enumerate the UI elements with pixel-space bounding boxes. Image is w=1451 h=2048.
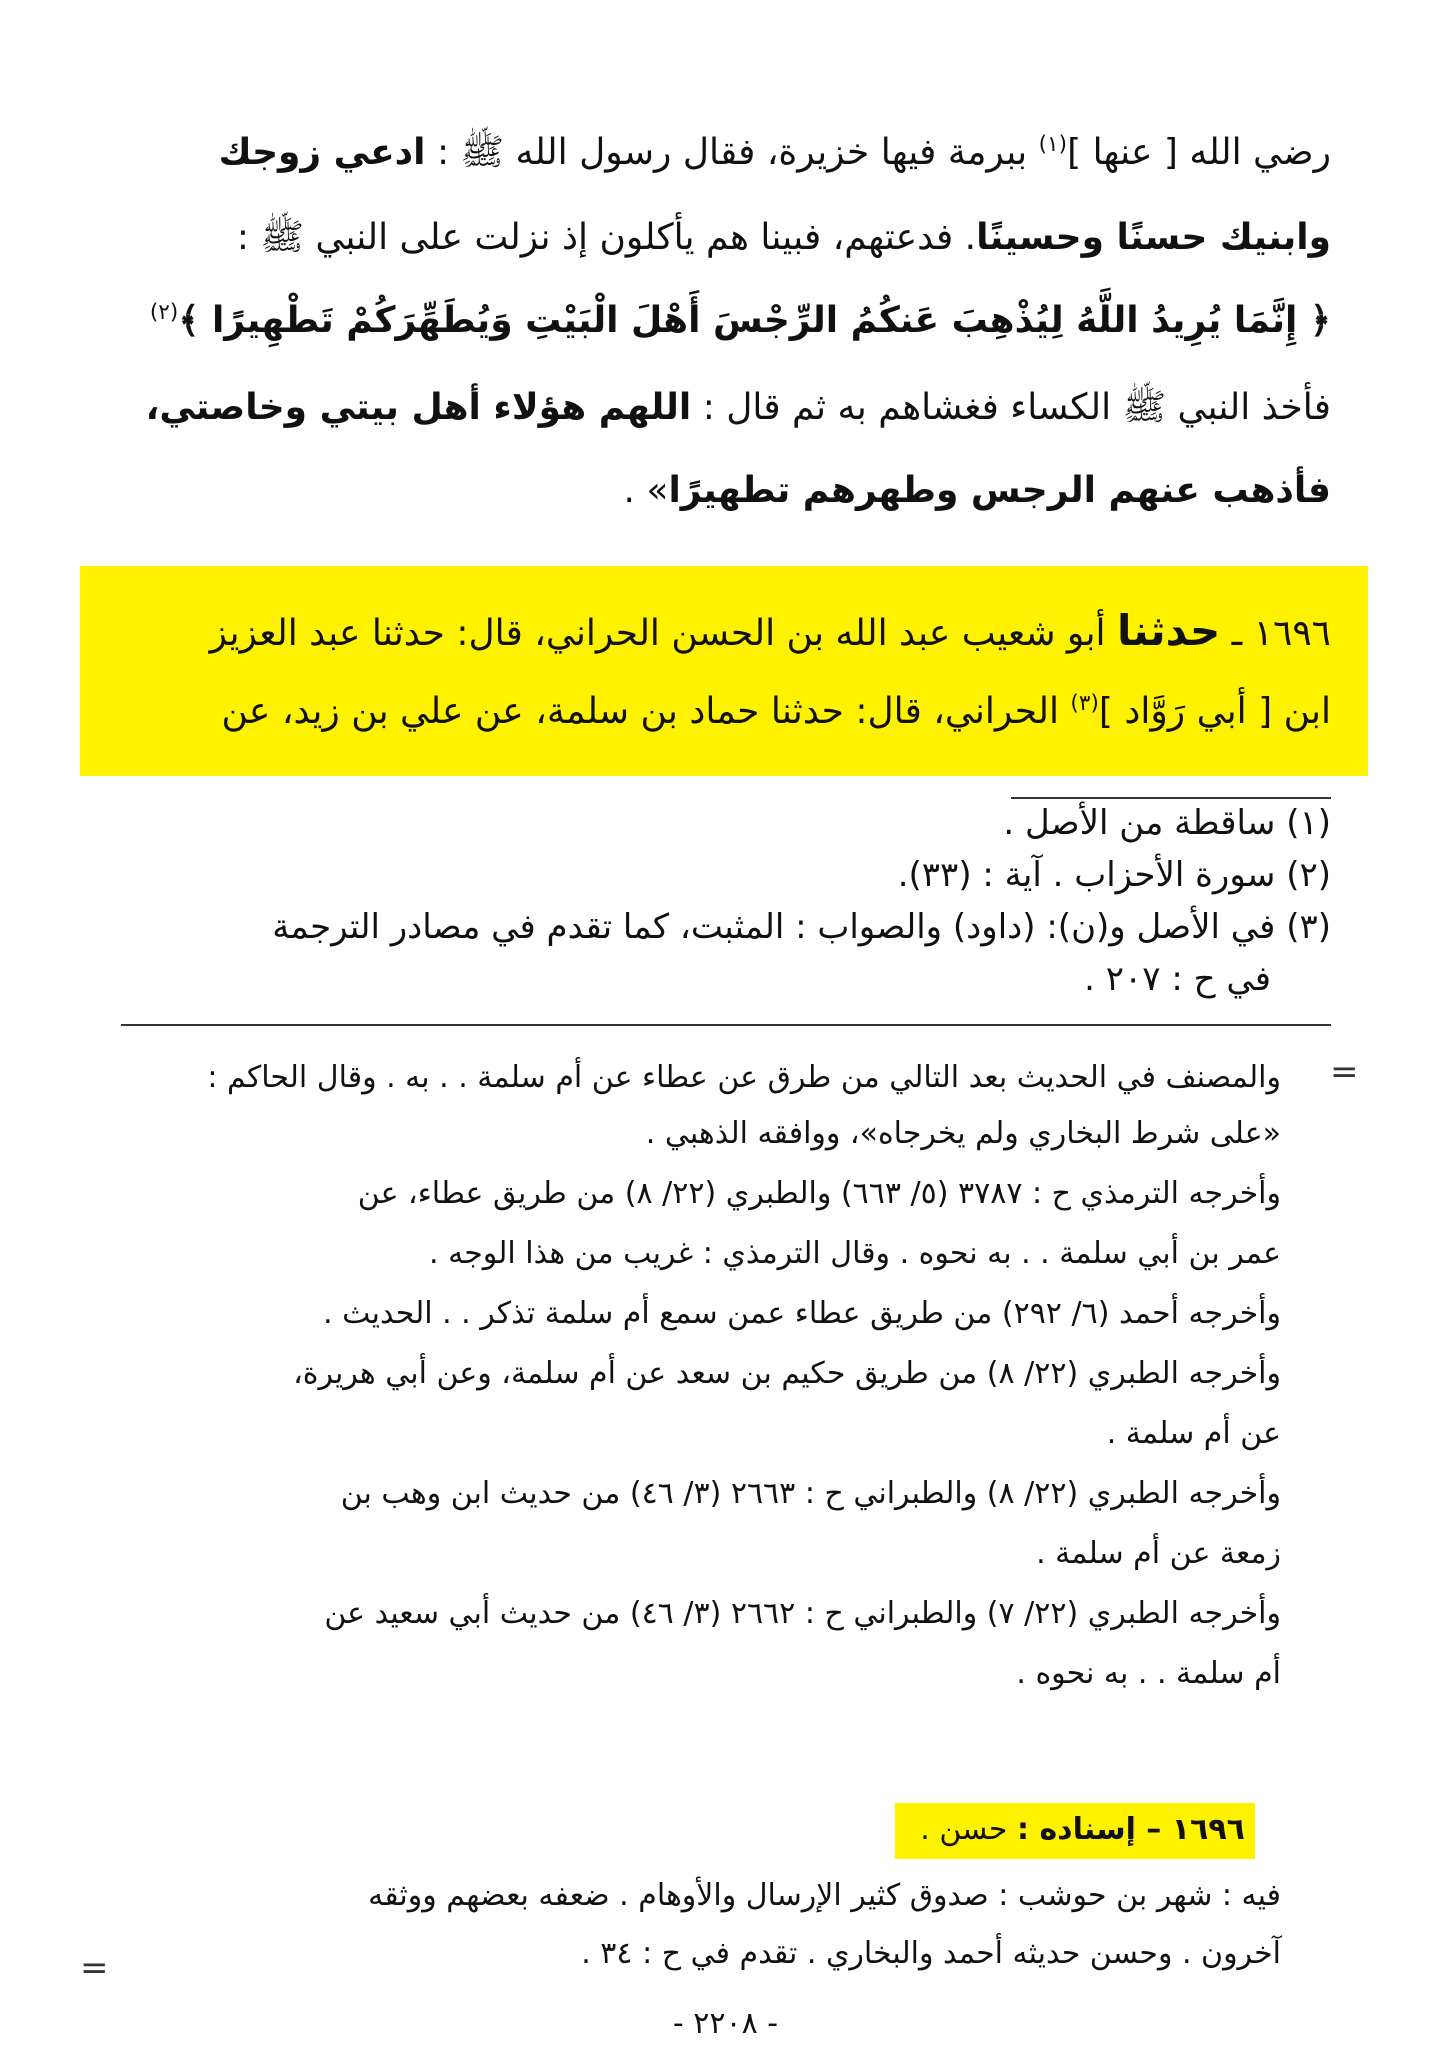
isnad-line: فيه : شهر بن حوشب : صدوق كثير الإرسال والأوهام . ضعفه بعضهم ووثقه bbox=[368, 1878, 1281, 1913]
takhrij-line: وأخرجه الطبري (٢٢/ ٨) من طريق حكيم بن سعد عن أم سلمة، وعن أبي هريرة، bbox=[293, 1356, 1281, 1391]
takhrij-line: وأخرجه أحمد (٦/ ٢٩٢) من طريق عطاء عمن سمع أم سلمة تذكر . . الحديث . bbox=[323, 1296, 1281, 1331]
isnad-heading-line bbox=[905, 1812, 1245, 1847]
takhrij-line: وأخرجه الترمذي ح : ٣٧٨٧ (٥/ ٦٦٣) والطبري (٢٢/ ٨) من طريق عطاء، عن bbox=[357, 1176, 1281, 1211]
hadith-text-part: ابن [ أبي رَوَّاد ] bbox=[1098, 691, 1331, 732]
takhrij-line: «على شرط البخاري ولم يخرجاه»، ووافقه الذهبي . bbox=[645, 1116, 1281, 1151]
hadith-line-1 bbox=[116, 606, 1331, 655]
takhrij-section bbox=[121, 1060, 1281, 1780]
prophet-speech: اللهم هؤلاء أهل بيتي وخاصتي، bbox=[145, 387, 692, 428]
main-text-part: رضي الله [ عنها ] bbox=[1067, 132, 1331, 173]
footnotes bbox=[116, 803, 1331, 1023]
footnote-rule-top bbox=[1011, 797, 1331, 799]
prophet-speech: فأذهب عنهم الرجس وطهرهم تطهيرًا bbox=[668, 470, 1331, 511]
footnote-3-cont: في ح : ٢٠٧ . bbox=[1084, 959, 1271, 999]
takhrij-line: وأخرجه الطبري (٢٢/ ٨) والطبراني ح : ٢٦٦٣ (٣/ ٤٦) من حديث ابن وهب بن bbox=[340, 1476, 1281, 1511]
isnad-grade: حسن . bbox=[920, 1812, 1018, 1847]
hadith-number: ١٦٩٦ ـ bbox=[1220, 613, 1331, 654]
main-line-5 bbox=[116, 470, 1331, 511]
hadith-text-part: الحراني، قال: حدثنا حماد بن سلمة، عن علي بن زيد، عن bbox=[221, 691, 1071, 732]
footnote-ref: (١) bbox=[1038, 132, 1068, 157]
main-text-part: » . bbox=[623, 470, 669, 511]
takhrij-line: عن أم سلمة . bbox=[1106, 1416, 1281, 1451]
takhrij-line: والمصنف في الحديث بعد التالي من طرق عن عطاء عن أم سلمة . . به . وقال الحاكم : bbox=[207, 1060, 1281, 1095]
takhrij-line: أم سلمة . . به نحوه . bbox=[1016, 1656, 1281, 1691]
main-text-part: فأخذ النبي ﷺ الكساء فغشاهم به ثم قال : bbox=[691, 387, 1331, 428]
main-line-1 bbox=[116, 130, 1331, 182]
footnote-2: (٢) سورة الأحزاب . آية : (٣٣). bbox=[897, 855, 1331, 895]
isnad-label: ١٦٩٦ – إسناده : bbox=[1017, 1812, 1245, 1847]
footnote-rule-bottom bbox=[121, 1024, 1331, 1026]
prophet-speech: وابنيك حسنًا وحسينًا bbox=[976, 217, 1331, 258]
isnad-heading bbox=[905, 1812, 1245, 1856]
main-line-2 bbox=[116, 215, 1331, 267]
takhrij-line: وأخرجه الطبري (٢٢/ ٧) والطبراني ح : ٢٦٦٢ (٣/ ٤٦) من حديث أبي سعيد عن bbox=[324, 1596, 1281, 1631]
main-text-part: ببرمة فيها خزيرة، فقال رسول الله ﷺ : bbox=[425, 132, 1039, 173]
margin-mark: = bbox=[80, 1948, 109, 1988]
main-text bbox=[116, 130, 1331, 550]
quran-verse: ﴿ إِنَّمَا يُرِيدُ اللَّهُ لِيُذْهِبَ عَنكُمُ الرِّجْسَ أَهْلَ الْبَيْتِ وَيُطَهِّرَكُمْ تَطْهِيرًا ﴾ bbox=[178, 300, 1331, 341]
main-line-4 bbox=[116, 385, 1331, 437]
footnote-ref: (٣) bbox=[1070, 691, 1099, 716]
footnote-1: (١) ساقطة من الأصل . bbox=[1003, 803, 1331, 843]
isnad-details bbox=[121, 1878, 1281, 1998]
hadith-text-part: أبو شعيب عبد الله بن الحسن الحراني، قال: حدثنا عبد العزيز bbox=[209, 613, 1117, 654]
main-text-part: . فدعتهم، فبينا هم يأكلون إذ نزلت على النبي ﷺ : bbox=[236, 217, 977, 258]
prophet-speech: ادعي زوجك bbox=[218, 132, 426, 173]
footnote-3: (٣) في الأصل و(ن): (داود) والصواب : المثبت، كما تقدم في مصادر الترجمة bbox=[272, 907, 1331, 947]
page-number: - ٢٢٠٨ - bbox=[672, 2006, 779, 2041]
takhrij-line: عمر بن أبي سلمة . . به نحوه . وقال الترمذي : غريب من هذا الوجه . bbox=[429, 1236, 1281, 1271]
footnote-ref: (٢) bbox=[149, 300, 179, 325]
haddathana-word: حدثنا bbox=[1117, 606, 1221, 655]
hadith-text bbox=[116, 606, 1331, 776]
isnad-line: آخرون . وحسن حديثه أحمد والبخاري . تقدم في ح : ٣٤ . bbox=[581, 1936, 1281, 1971]
main-line-3 bbox=[116, 300, 1331, 341]
hadith-line-2 bbox=[116, 691, 1331, 732]
takhrij-line: زمعة عن أم سلمة . bbox=[1036, 1536, 1281, 1571]
margin-mark: = bbox=[1330, 1052, 1359, 1092]
